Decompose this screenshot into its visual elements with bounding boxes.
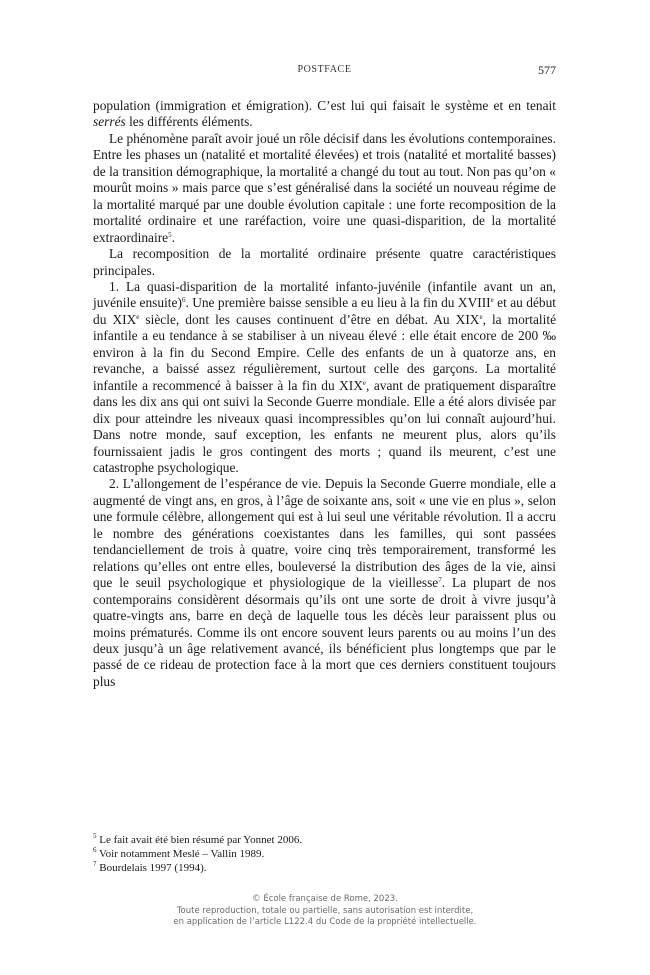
footnote-text: Bourdelais 1997 (1994). (96, 862, 207, 874)
footnote-text: Voir notamment Meslé – Vallin 1989. (96, 848, 265, 860)
footnote-number: 5 (93, 832, 97, 840)
paragraph-3: La recomposition de la mortalité ordinaire présente quatre caractéristiques principales. (93, 246, 556, 278)
legal-reference-line: en application de l’article L122.4 du Code de la propriété intellectuelle. (173, 917, 477, 927)
footnote-number: 6 (93, 846, 97, 854)
footnote-ref-5[interactable]: 5 (168, 230, 172, 239)
running-head (93, 64, 556, 80)
footnote-text: Le fait avait été bien résumé par Yonnet 2006. (96, 834, 303, 846)
rights-notice-line: Toute reproduction, totale ou partielle, sans autorisation est interdite, (176, 905, 474, 916)
footnote-ref-6[interactable]: 6 (181, 296, 186, 305)
running-title: POSTFACE (297, 64, 352, 75)
footnote-ref-7[interactable]: 7 (438, 576, 442, 585)
paragraph-5: 2. L’allongement de l’espérance de vie. Depuis la Seconde Guerre mondiale, elle a augmenté de vingt ans, en gros, à l’âge de soixante ans, soit « une vie en plus », selon une formule célèbre, allongement qui est à lui seul une véritable révolution. Il a accru le nombre des générations coexistantes dans les familles, qui sont passées tendanciellement de trois à quatre, voire cinq très temporairement, transformé les relations qu’elles ont entre elles, bouleversé la distribution des âges de la vie, ainsi que le seuil psychologique et physiologique de la vieillesse$^7$. La plupart de nos contemporains considèrent désormais qu’ils ont une sorte de droit à vivre jusqu’à quatre-vingts ans, barre en deçà de laquelle tous les décès leur paraissent plus ou moins prématurés. Comme ils ont encore souvent leurs parents ou au moins l’un des deux jusqu’à un âge relativement avancé, ils bénéficient plus longtemps que par le passé de ce rideau de protection face à la mort que ces derniers constituent toujours plus (93, 476, 556, 689)
footnote-6 (93, 847, 556, 861)
page-number: 577 (538, 63, 556, 77)
century-superscript: e (136, 312, 140, 321)
footnotes (93, 833, 556, 875)
paragraph-2: Le phénomène paraît avoir joué un rôle décisif dans les évolutions contemporaines. Entre les phases un (natalité et mortalité élevées) et trois (natalité et mortalité basses) de la transition démographique, la mortalité a changé du tout au tout. Non pas qu’on « mourût moins » mais parce que s’est généralisé dans la société un nouveau régime de la mortalité marqué par une double évolution capitale : une forte recomposition de la mortalité ordinaire et une raréfaction, voire une quasi-disparition, de la mortalité extraordinaire$^5$. (93, 130, 556, 245)
paragraph-1: population (immigration et émigration). C’est lui qui faisait le système et en tenait serrés les différents éléments. (93, 98, 556, 130)
emphasis-serres: serrés (93, 114, 126, 130)
century-superscript: e (362, 378, 367, 387)
century-superscript: e (490, 296, 494, 305)
copyright-footer (0, 894, 650, 929)
footnote-number: 7 (93, 860, 97, 868)
century-superscript: e (479, 312, 483, 321)
footnote-7 (93, 861, 556, 875)
footnote-5 (93, 833, 556, 847)
copyright-line: © École française de Rome, 2023. (252, 894, 398, 904)
paragraph-4: 1. La quasi-disparition de la mortalité infanto-juvénile (infantile avant un an, juvénile ensuite)$^6$. Une première baisse sensible a eu lieu à la fin du XVIIIe et au début du XIXe siècle, dont les causes continuent d’être en débat. Au XIXe, la mortalité infantile a eu tendance à se stabiliser à un niveau élevé : elle était encore de 200 ‰ environ à la fin du Second Empire. Celle des enfants de un à quatorze ans, en revanche, a baissé assez régulièrement, surtout celle des garçons. La mortalité infantile a recommencé à baisser à la fin du XIXe, avant de pratiquement disparaître dans les dix ans qui ont suivi la Seconde Guerre mondiale. Elle a été alors divisée par dix pour atteindre les niveaux quasi incompressibles qu’on lui connaît aujourd’hui. Dans notre monde, sauf exception, les enfants ne meurent plus, alors qu’ils fournissaient jadis le gros contingent des morts ; quand ils meurent, c’est une catastrophe psychologique. (93, 278, 557, 475)
body-text (93, 98, 556, 690)
